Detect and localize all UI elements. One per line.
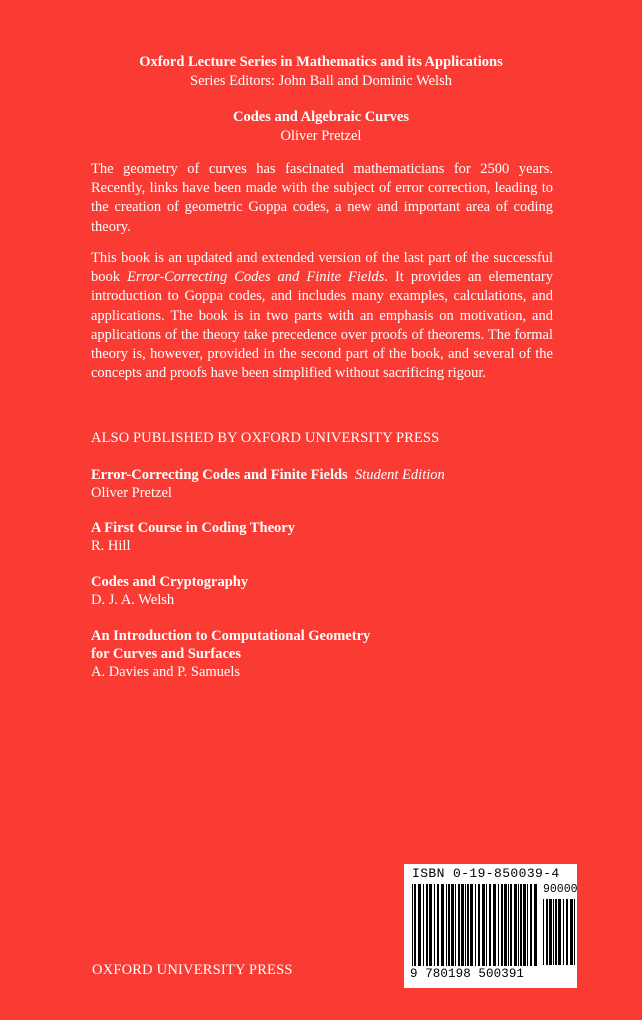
related-book-4: [91, 627, 553, 681]
barcode-bar: [549, 899, 552, 965]
book-block: [60, 108, 582, 146]
barcode-bar: [429, 884, 432, 966]
barcode-bar: [546, 899, 548, 965]
series-editors: Series Editors: John Ball and Dominic Welsh: [190, 73, 452, 89]
related-book-1: [91, 466, 553, 502]
related-book-title-text: Error-Correcting Codes and Finite Fields: [91, 467, 348, 483]
publisher-name: OXFORD UNIVERSITY PRESS: [92, 962, 293, 978]
barcode-bar: [423, 884, 424, 966]
barcode-bar: [478, 884, 480, 966]
barcode-bar: [498, 884, 499, 966]
barcode-bar: [446, 884, 447, 966]
barcode-bar: [470, 884, 473, 966]
edition-label: Student Edition: [354, 467, 445, 483]
book-title: Codes and Algebraic Curves: [232, 109, 410, 125]
barcode-bar: [465, 884, 466, 966]
series-title: Oxford Lecture Series in Mathematics and its Applications: [139, 54, 503, 70]
barcode-bar: [475, 884, 476, 966]
barcode-bar: [486, 884, 487, 966]
barcode-bar: [493, 884, 496, 966]
barcode-bar: [448, 884, 450, 966]
referenced-book-title: Error-Correcting Codes and Finite Fields: [127, 269, 385, 286]
barcode-bar: [530, 884, 532, 966]
barcode-bar: [489, 884, 491, 966]
isbn-label: ISBN 0-19-850039-4: [412, 866, 560, 881]
barcode-bar: [501, 884, 503, 966]
barcode-bar: [566, 899, 568, 965]
description-paragraph-1: The geometry of curves has fascinated mathematicians for 2500 years. Recently, links have been made with the subject of error correction, leading to the creation of geometric Goppa codes, a new and important area of coding theory.: [91, 161, 553, 235]
related-book-title: [91, 466, 553, 484]
related-book-title: A First Course in Coding Theory: [91, 520, 295, 536]
barcode-bar: [563, 899, 564, 965]
barcode-bar: [418, 884, 421, 966]
book-author: Oliver Pretzel: [280, 128, 362, 144]
barcode-bar: [570, 899, 573, 965]
barcode-bar: [558, 899, 561, 965]
related-book-author: R. Hill: [91, 538, 131, 554]
addon-barcode-icon: [543, 899, 575, 965]
barcode-bar: [412, 884, 413, 966]
barcode-bar: [455, 884, 456, 966]
barcode-bar: [426, 884, 428, 966]
paragraph-2-start: This book is an updated and extended version of the last part of the successful book: [91, 250, 553, 286]
barcode-bar: [441, 884, 444, 966]
barcode-bar: [467, 884, 469, 966]
barcode-bar: [527, 884, 528, 966]
barcode-bar: [518, 884, 519, 966]
barcode-bar: [553, 899, 554, 965]
barcode-bar: [504, 884, 507, 966]
barcode-bar: [520, 884, 522, 966]
barcode-bar: [574, 899, 575, 965]
ean-barcode-icon: [412, 884, 538, 966]
series-block: [60, 53, 582, 91]
related-book-2: [91, 519, 553, 555]
barcode-bar: [510, 884, 512, 966]
related-book-author: A. Davies and P. Samuels: [91, 664, 241, 680]
barcode-bar: [543, 899, 544, 965]
related-book-title: Codes and Cryptography: [91, 574, 249, 590]
barcode-bar: [534, 884, 537, 966]
barcode-bar: [508, 884, 509, 966]
related-book-3: [91, 573, 553, 609]
barcode-bar: [451, 884, 454, 966]
barcode-bar: [437, 884, 439, 966]
barcode-bar: [514, 884, 517, 966]
barcode-bar: [414, 884, 416, 966]
ean-number: 9 780198 500391: [410, 967, 525, 981]
barcode-bar: [458, 884, 460, 966]
barcode-bar: [461, 884, 464, 966]
paragraph-2-rest: . It provides an elementary introduction to Goppa codes, and includes many examples, calculations, and applications. The book is in two parts with an emphasis on motivation, and applications of the theory take precedence over proofs of theorems. The formal theory is, however, provided in the second part of the book, and several of the concepts and proofs have been simplified without sacrificing rigour.: [91, 269, 554, 382]
barcode-bar: [434, 884, 435, 966]
related-book-title-line-1: An Introduction to Computational Geometry: [91, 628, 371, 644]
barcode-bar: [555, 899, 557, 965]
also-published-heading: ALSO PUBLISHED BY OXFORD UNIVERSITY PRESS: [91, 430, 440, 446]
related-book-title-line-2: for Curves and Surfaces: [91, 646, 241, 662]
barcode-bar: [482, 884, 485, 966]
description-paragraph-2: [91, 249, 553, 383]
related-book-author: Oliver Pretzel: [91, 485, 172, 501]
barcode-bar: [523, 884, 526, 966]
price-addon-label: 90000: [543, 883, 578, 896]
related-book-author: D. J. A. Welsh: [91, 592, 175, 608]
